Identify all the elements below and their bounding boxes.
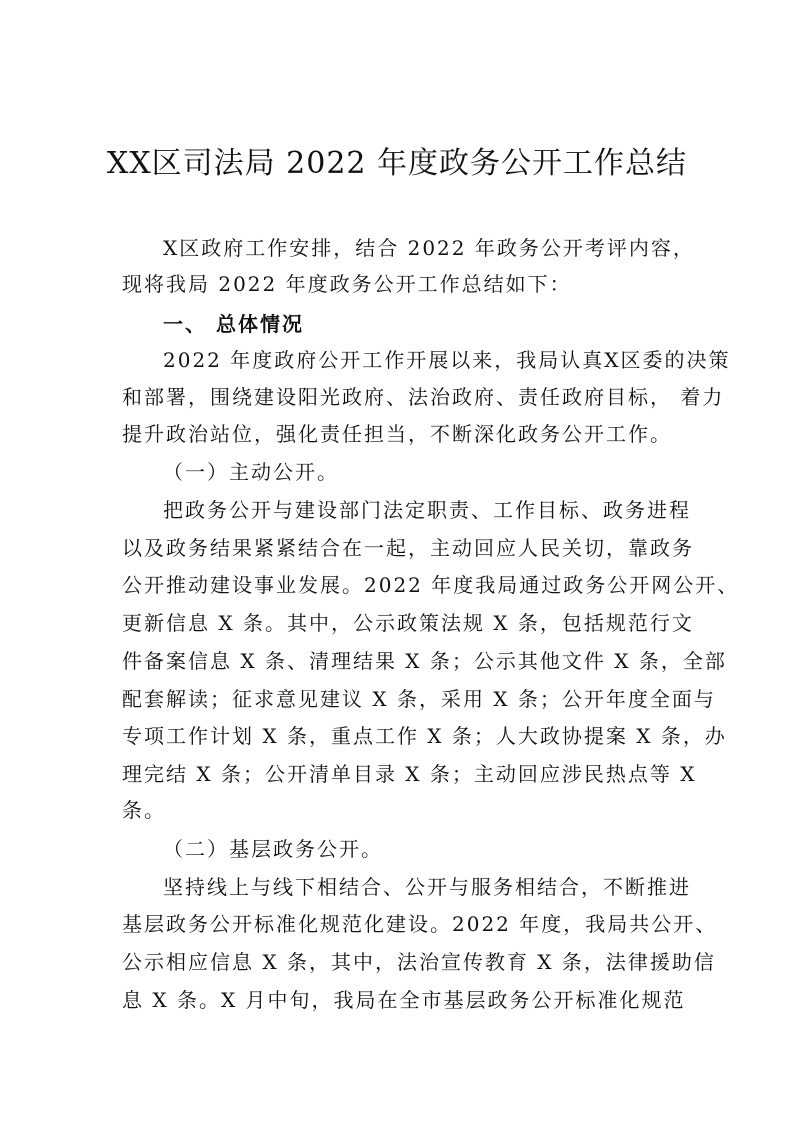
subsection-2-line-3: 公示相应信息 X 条，其中，法治宣传教育 X 条，法律援助信 — [122, 950, 716, 974]
subsection-2-line-1: 坚持线上与线下相结合、公开与服务相结合，不断推进 — [163, 875, 691, 899]
section-1-line-3: 提升政治站位，强化责任担当，不断深化政务公开工作。 — [122, 422, 672, 446]
subsection-1-line-3: 公开推动建设事业发展。2022 年度我局通过政务公开网公开、 — [122, 573, 740, 597]
subsection-1-line-4: 更新信息 X 条。其中，公示政策法规 X 条，包括规范行文 — [122, 611, 694, 635]
subsection-2-line-4: 息 X 条。X 月中旬，我局在全市基层政务公开标准化规范 — [122, 988, 686, 1012]
subsection-1-line-8: 理完结 X 条；公开清单目录 X 条；主动回应涉民热点等 X — [122, 762, 697, 786]
section-1-line-2: 和部署，围绕建设阳光政府、法治政府、责任政府目标， 着力 — [122, 385, 725, 409]
subsection-1-line-2: 以及政务结果紧紧结合在一起，主动回应人民关切，靠政务 — [122, 536, 694, 560]
subsection-1-line-1: 把政务公开与建设部门法定职责、工作目标、政务进程 — [163, 498, 691, 522]
subsection-1-line-5: 件备案信息 X 条、清理结果 X 条；公示其他文件 X 条，全部 — [122, 649, 727, 673]
section-1-line-1: 2022 年度政府公开工作开展以来，我局认真X区委的决策 — [163, 348, 731, 372]
intro-line-2: 现将我局 2022 年度政务公开工作总结如下： — [122, 272, 572, 296]
intro-line-1: X区政府工作安排，结合 2022 年政务公开考评内容， — [163, 236, 695, 260]
subsection-2-line-2: 基层政务公开标准化规范化建设。2022 年度，我局共公开、 — [122, 912, 718, 936]
subsection-1-line-6: 配套解读；征求意见建议 X 条，采用 X 条；公开年度全面与 — [122, 687, 716, 711]
subsection-1-line-7: 专项工作计划 X 条，重点工作 X 条；人大政协提案 X 条，办 — [122, 724, 727, 748]
subsection-1-line-9: 条。 — [122, 798, 166, 822]
section-1-heading: 一、 总体情况 — [163, 312, 304, 336]
subsection-1-heading: （一）主动公开。 — [163, 460, 339, 484]
subsection-2-heading: （二）基层政务公开。 — [163, 837, 383, 861]
document-title: XX区司法局 2022 年度政务公开工作总结 — [106, 146, 688, 181]
